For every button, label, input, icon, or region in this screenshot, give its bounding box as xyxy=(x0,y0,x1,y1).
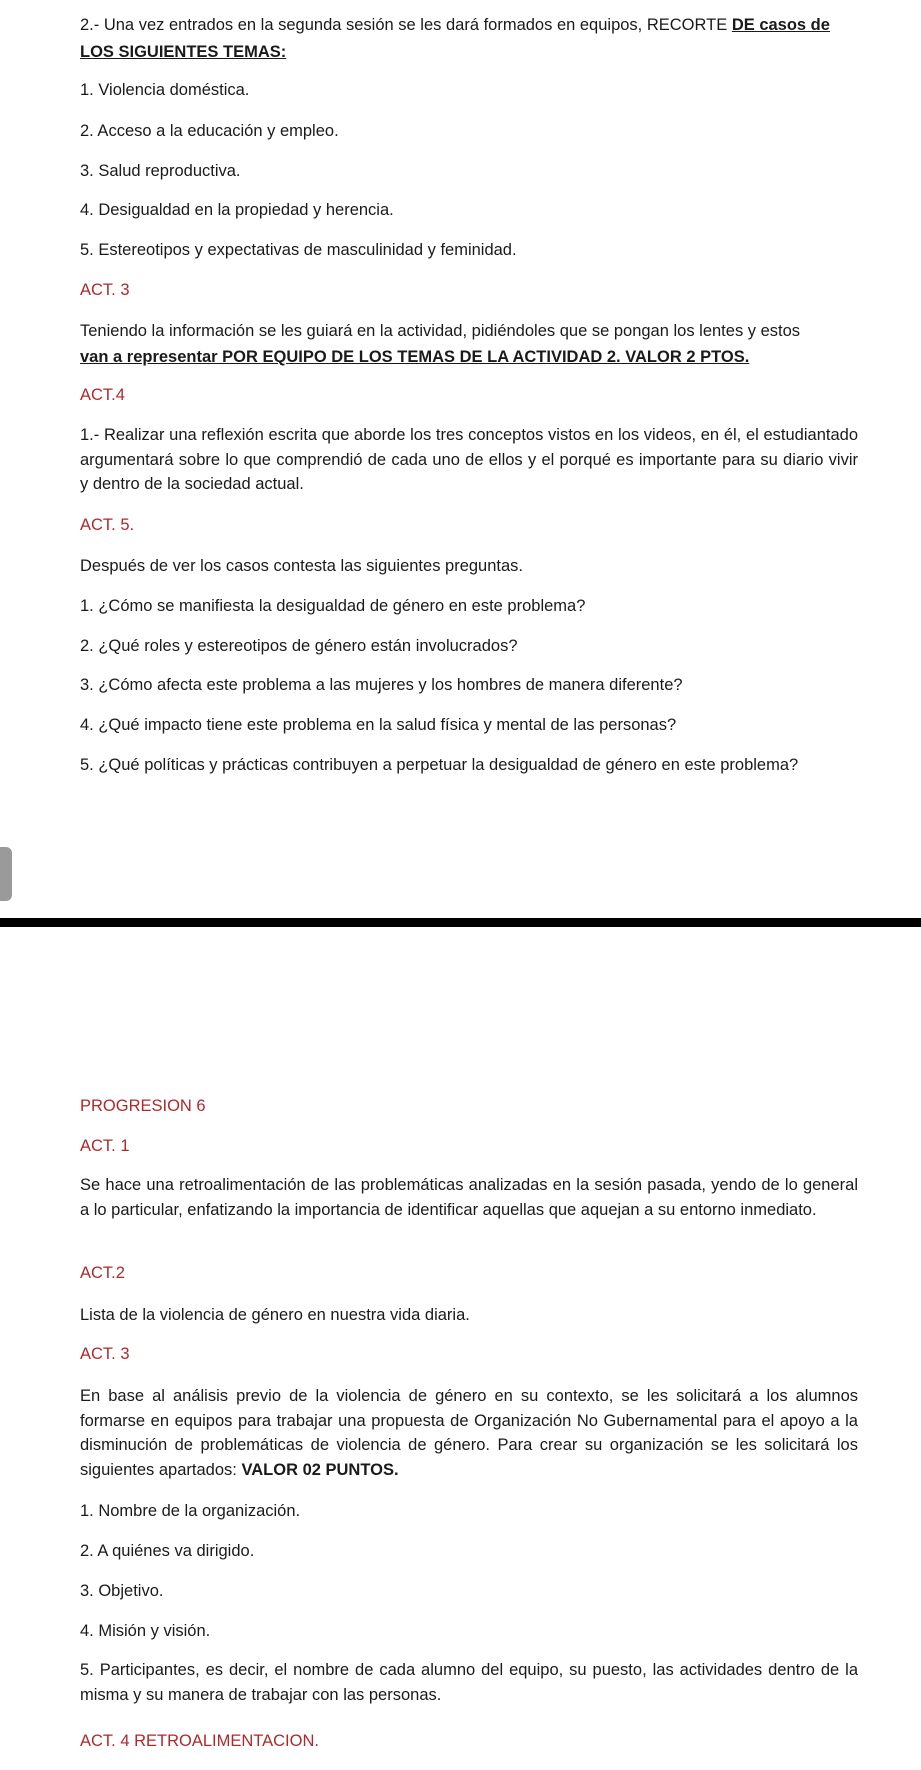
intro-emphasis: DE casos de xyxy=(731,16,830,34)
document-page-2 xyxy=(0,930,921,1770)
progression-heading: PROGRESION 6 xyxy=(80,1097,206,1115)
question-item: 1. ¿Cómo se manifiesta la desigualdad de género en este problema? xyxy=(80,597,586,615)
act-2-heading: ACT.2 xyxy=(80,1264,125,1282)
act-5-heading: ACT. 5. xyxy=(80,516,135,534)
question-item: 3. ¿Cómo afecta este problema a las mujeres y los hombres de manera diferente? xyxy=(80,676,683,694)
topic-item: 1. Violencia doméstica. xyxy=(80,81,250,99)
org-item: 2. A quiénes va dirigido. xyxy=(80,1542,255,1560)
act-4b-heading: ACT. 4 RETROALIMENTACION. xyxy=(80,1732,319,1750)
act-1-text: Se hace una retroalimentación de las problemáticas analizadas en la sesión pasada, yendo de lo general a lo particular, enfatizando la importancia de identificar aquellas que aquejan a su entorno inmediato. xyxy=(80,1176,858,1219)
question-item: 4. ¿Qué impacto tiene este problema en la salud física y mental de las personas? xyxy=(80,716,677,734)
org-item-5: 5. Participantes, es decir, el nombre de cada alumno del equipo, su puesto, las actividades dentro de la misma y su manera de trabajar con las personas. xyxy=(80,1661,858,1704)
act-5-intro: Después de ver los casos contesta las siguientes preguntas. xyxy=(80,557,524,575)
act-3-value: van a representar POR EQUIPO DE LOS TEMAS DE LA ACTIVIDAD 2. VALOR 2 PTOS. xyxy=(80,348,750,366)
act-3-text: Teniendo la información se les guiará en la actividad, pidiéndoles que se pongan los lentes y estos xyxy=(80,322,801,340)
org-item: 4. Misión y visión. xyxy=(80,1622,211,1640)
topic-item: 4. Desigualdad en la propiedad y herencia. xyxy=(80,201,394,219)
topic-item: 5. Estereotipos y expectativas de masculinidad y feminidad. xyxy=(80,241,517,259)
topic-item: 3. Salud reproductiva. xyxy=(80,162,241,180)
act-3b-text xyxy=(80,1384,858,1482)
org-item: 1. Nombre de la organización. xyxy=(80,1502,301,1520)
activity-2-intro xyxy=(80,14,858,36)
act-3b-body: En base al análisis previo de la violencia de género en su contexto, se les solicitará a los alumnos formarse en equipos para trabajar una propuesta de Organización No Gubernamental para el apoyo a la disminución de problemáticas de violencia de género. Para crear su organización se les solicitará los siguientes apartados: xyxy=(80,1387,858,1479)
act-2-text: Lista de la violencia de género en nuestra vida diaria. xyxy=(80,1306,470,1324)
act-1-heading: ACT. 1 xyxy=(80,1137,130,1155)
scroll-handle[interactable] xyxy=(0,847,12,901)
question-item: 5. ¿Qué políticas y prácticas contribuyen a perpetuar la desigualdad de género en este problema? xyxy=(80,756,799,774)
act-3b-heading: ACT. 3 xyxy=(80,1345,130,1363)
topics-heading: LOS SIGUIENTES TEMAS: xyxy=(80,43,287,61)
org-item: 3. Objetivo. xyxy=(80,1582,164,1600)
act-4-heading: ACT.4 xyxy=(80,386,125,404)
act-3b-value: VALOR 02 PUNTOS. xyxy=(241,1460,399,1479)
topic-item: 2. Acceso a la educación y empleo. xyxy=(80,122,339,140)
act-4-text: 1.- Realizar una reflexión escrita que aborde los tres conceptos vistos en los videos, en él, el estudiantado argumentará sobre lo que comprendió de cada uno de ellos y el porqué es importante para su diario vivir y dentro de la sociedad actual. xyxy=(80,426,858,493)
intro-text: 2.- Una vez entrados en la segunda sesión se les dará formados en equipos, RECORTE xyxy=(80,16,732,34)
act-3-heading: ACT. 3 xyxy=(80,281,130,299)
question-item: 2. ¿Qué roles y estereotipos de género están involucrados? xyxy=(80,637,518,655)
page-separator xyxy=(0,918,921,927)
